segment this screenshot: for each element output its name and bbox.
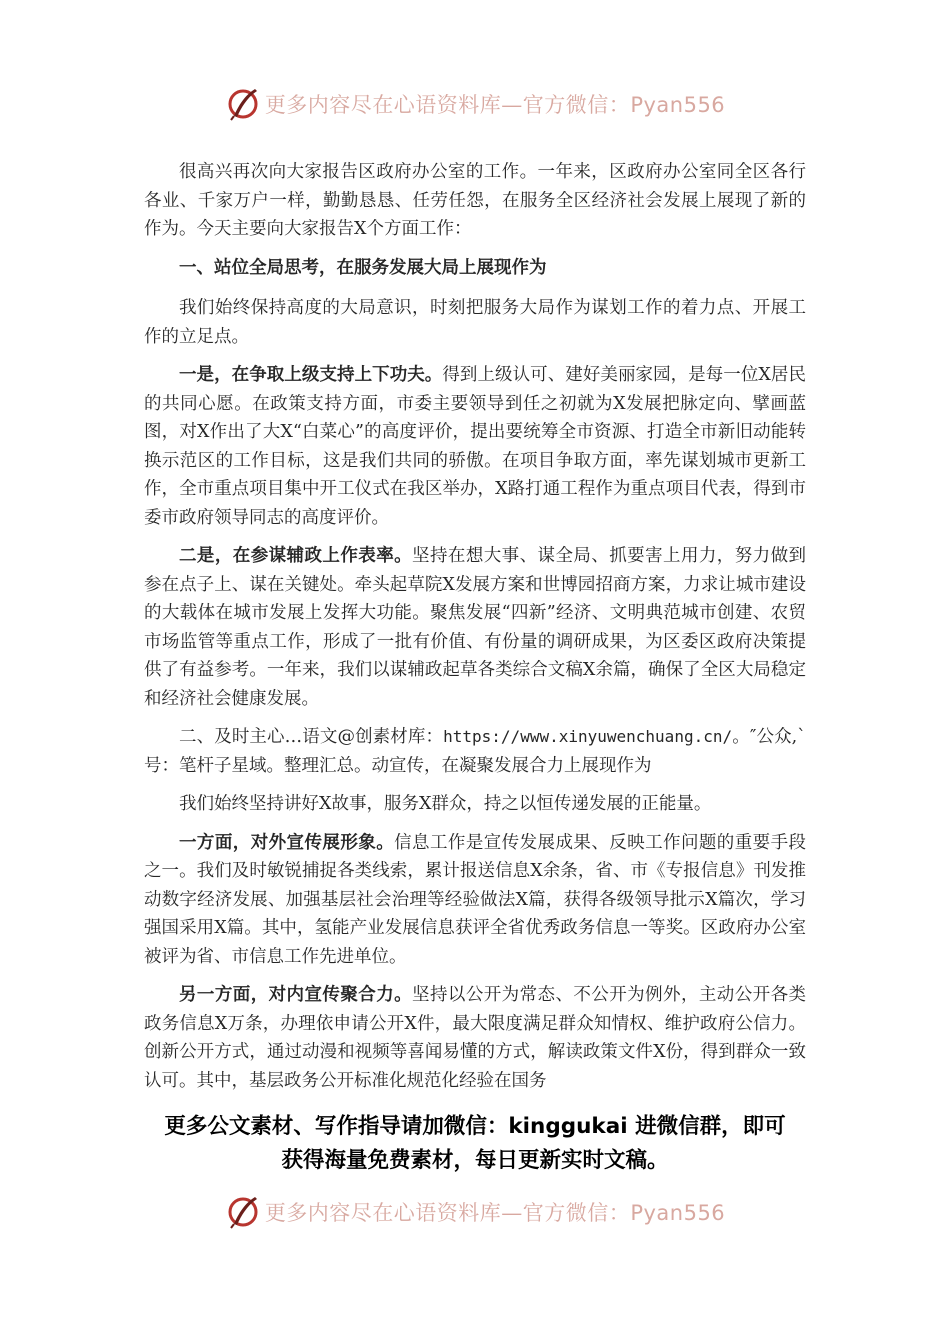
- point-1-paragraph: [144, 361, 806, 532]
- header-banner-text: 更多内容尽在心语资料库—官方微信：Pyan556: [264, 93, 726, 117]
- section-2-paragraph: 我们始终坚持讲好X故事，服务X群众，持之以恒传递发展的正能量。: [179, 794, 712, 814]
- quill-pen-logo-icon: [225, 1194, 261, 1230]
- section-1-paragraph: 我们始终保持高度的大局意识，时刻把服务大局作为谋划工作的着力点、开展工作的立足点。: [144, 298, 806, 347]
- section-heading-2: [144, 723, 806, 780]
- point-3-text: 信息工作是宣传发展成果、反映工作问题的重要手段之一。我们及时敏锐捕捉各类线索，累计报送信息X余条，省、市《专报信息》刊发推动数字经济发展、加强基层社会治理等经验做法X篇，获得各级领导批示X篇次，学习强国采用X篇。其中，氢能产业发展信息获评全省优秀政务信息一等奖。区政府办公室被评为省、市信息工作先进单位。: [144, 832, 807, 967]
- point-2-text: 坚持在想大事、谋全局、抓要害上用力，努力做到参在点子上、谋在关键处。牵头起草院X发展方案和世博园招商方案，力求让城市建设的大载体在城市发展上发挥大功能。聚焦发展“四新”经济、文明典范城市创建、农贸市场监管等重点工作，形成了一批有价值、有份量的调研成果，为区委区政府决策提供了有益参考。一年来，我们以谋辅政起草各类综合文稿X余篇，确保了全区大局稳定和经济社会健康发展。: [144, 546, 807, 709]
- header-banner: [0, 84, 950, 124]
- intro-paragraph: 很高兴再次向大家报告区政府办公室的工作。一年来，区政府办公室同全区各行各业、千家万户一样，勤勤恳恳、任劳任怨，在服务全区经济社会发展上展现了新的作为。今天主要向大家报告X个方面工作：: [144, 162, 806, 239]
- point-3-paragraph: [144, 829, 806, 972]
- point-1-text: 得到上级认可、建好美丽家园，是每一位X居民的共同心愿。在政策支持方面，市委主要领导到任之初就为X发展把脉定向、擘画蓝图，对X作出了大X“白菜心”的高度评价，提出要统筹全市资源、打造全市新旧动能转换示范区的工作目标，这是我们共同的骄傲。在项目争取方面，率先谋划城市更新工作，全市重点项目集中开工仪式在我区举办，X路打通工程作为重点项目代表，得到市委市政府领导同志的高度评价。: [144, 365, 806, 528]
- point-1-lead: 一是，在争取上级支持上下功夫。: [179, 365, 443, 385]
- header-wechat-id: Pyan556: [630, 93, 726, 117]
- point-2-paragraph: [144, 542, 806, 713]
- footer-wechat-id: Pyan556: [630, 1201, 726, 1225]
- heading-2-url: https://www.xinyuwenchuang.cn/: [443, 727, 733, 746]
- heading-2-part-a: 二、及时主心…语文@创素材库：: [179, 727, 444, 747]
- point-3-lead: 一方面，对外宣传展形象。: [179, 832, 395, 853]
- point-4-paragraph: [144, 981, 806, 1095]
- document-body: [144, 158, 806, 1105]
- footer-banner: [0, 1192, 950, 1232]
- promo-line-2: 获得海量免费素材，每日更新实时文稿。: [281, 1148, 669, 1173]
- promo-line-1: 更多公文素材、写作指导请加微信：kinggukai 进微信群，即可: [164, 1114, 786, 1139]
- promo-notice: [0, 1110, 950, 1178]
- point-4-text: 坚持以公开为常态、不公开为例外，主动公开各类政务信息X万条，办理依申请公开X件，最大限度满足群众知情权、维护政府公信力。创新公开方式，通过动漫和视频等喜闻易懂的方式，解读政策文件X份，得到群众一致认可。其中，基层政务公开标准化规范化经验在国务: [144, 985, 807, 1091]
- footer-banner-text: 更多内容尽在心语资料库—官方微信：Pyan556: [264, 1201, 726, 1225]
- point-4-lead: 另一方面，对内宣传聚合力。: [179, 985, 413, 1005]
- quill-pen-logo-icon: [225, 86, 261, 122]
- heading-2-part-b: 。″公众,`号：笔杆子星域。整理汇总。动宣传，在凝聚发展合力上展现作为: [144, 727, 806, 776]
- section-heading-1: 一、站位全局思考，在服务发展大局上展现作为: [179, 257, 547, 278]
- point-2-lead: 二是，在参谋辅政上作表率。: [179, 546, 413, 566]
